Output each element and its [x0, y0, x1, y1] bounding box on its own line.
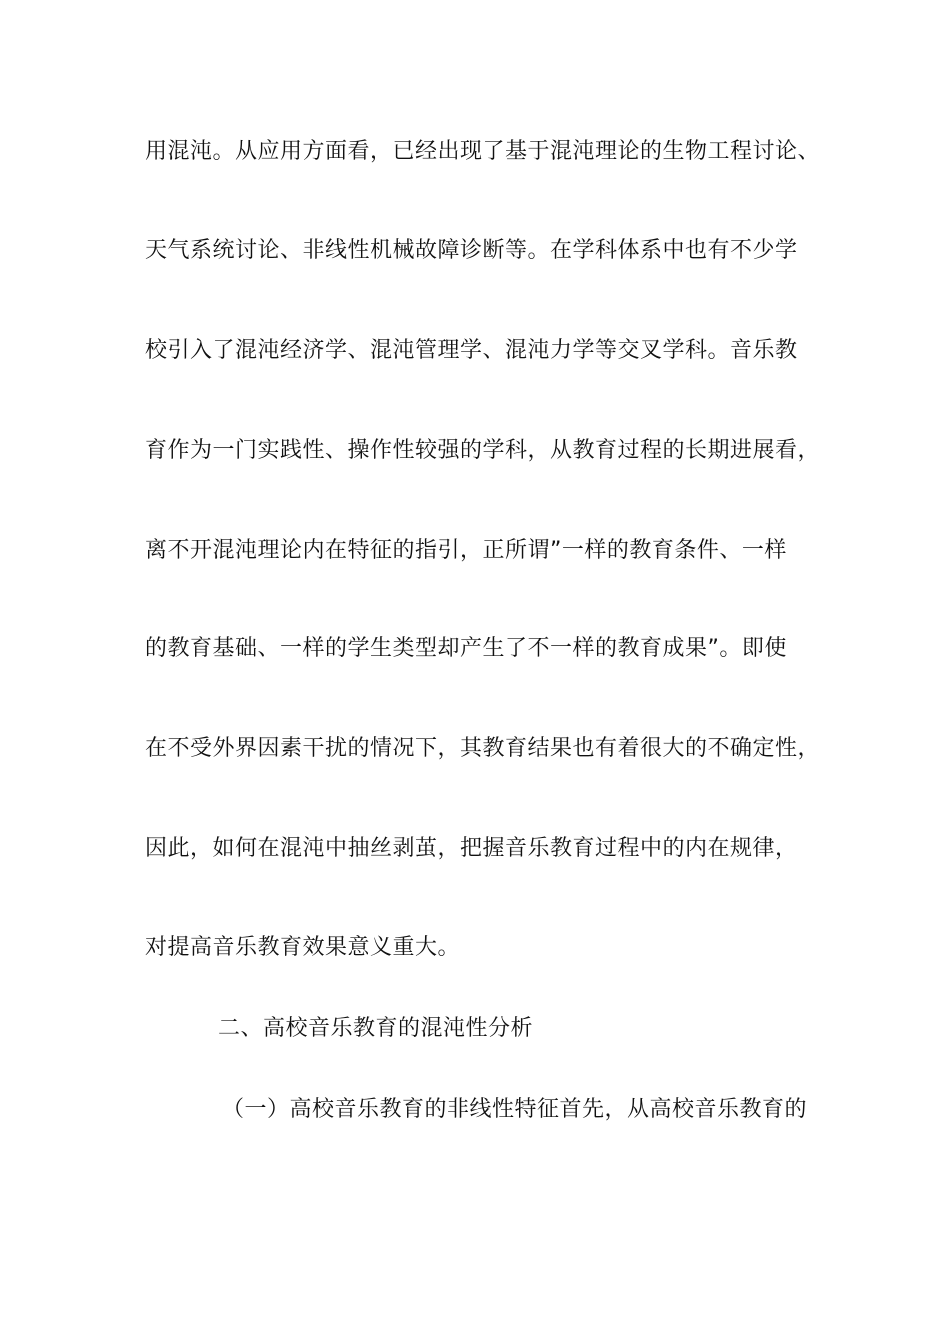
- paragraph-line-5: 离不开混沌理论内在特征的指引，正所谓”一样的教育条件、一样: [145, 538, 787, 563]
- paragraph-line-6: 的教育基础、一样的学生类型却产生了不一样的教育成果”。即使: [145, 636, 787, 661]
- paragraph-line-4: 育作为一门实践性、操作性较强的学科，从教育过程的长期进展看，: [145, 438, 821, 463]
- paragraph-line-1: 用混沌。从应用方面看，已经出现了基于混沌理论的生物工程讨论、: [145, 139, 821, 164]
- paragraph-line-7: 在不受外界因素干扰的情况下，其教育结果也有着很大的不确定性，: [145, 736, 821, 761]
- subsection-line: （一）高校音乐教育的非线性特征首先，从高校音乐教育的: [222, 1097, 808, 1122]
- section-heading: 二、高校音乐教育的混沌性分析: [218, 1016, 534, 1041]
- paragraph-line-3: 校引入了混沌经济学、混沌管理学、混沌力学等交叉学科。音乐教: [145, 338, 798, 363]
- paragraph-line-8: 因此，如何在混沌中抽丝剥茧，把握音乐教育过程中的内在规律，: [145, 836, 798, 861]
- paragraph-line-2: 天气系统讨论、非线性机械故障诊断等。在学科体系中也有不少学: [145, 238, 798, 263]
- paragraph-line-9: 对提高音乐教育效果意义重大。: [145, 935, 461, 960]
